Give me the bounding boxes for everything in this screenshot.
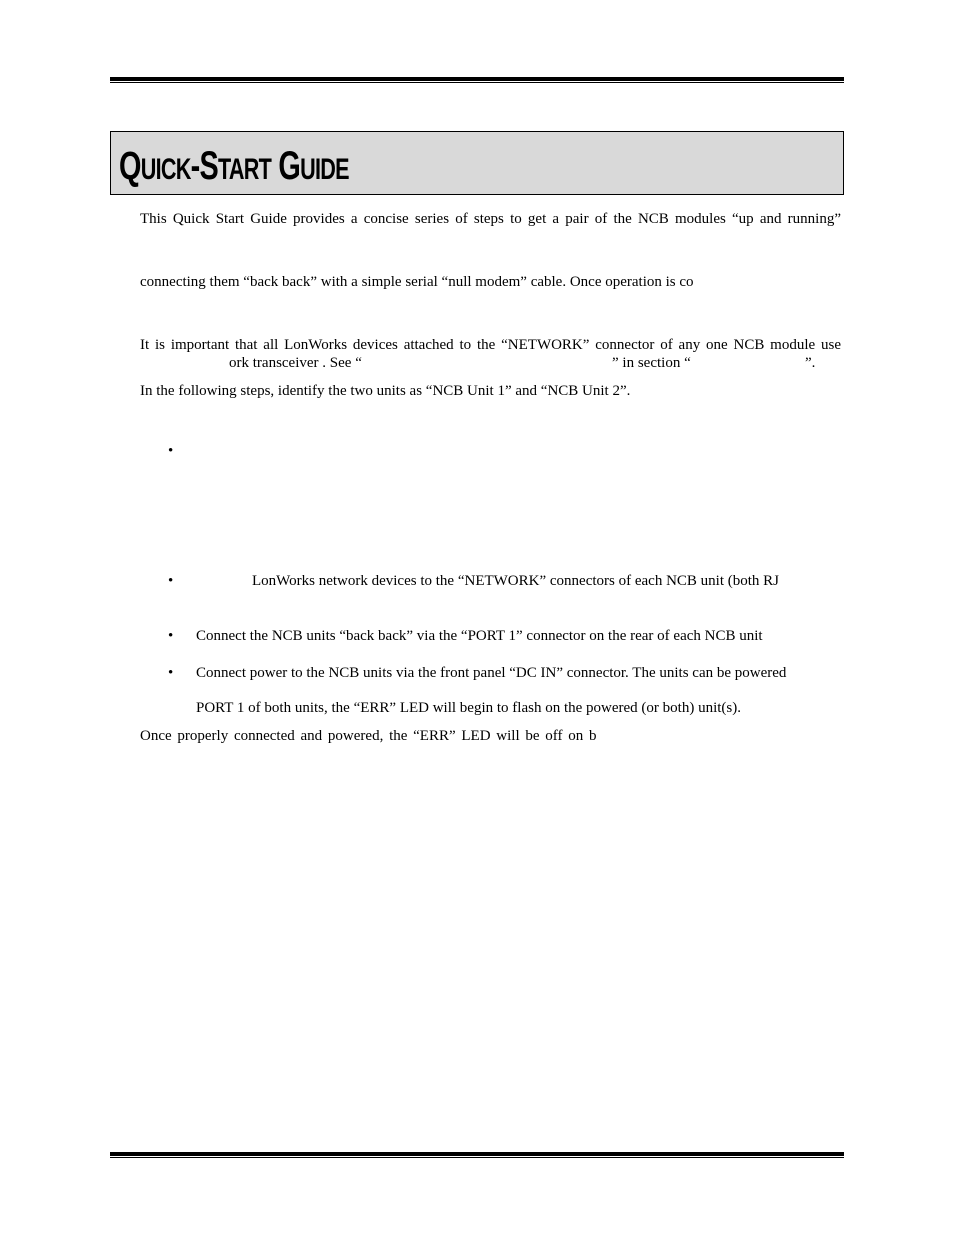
bullet-4-text-cont: PORT 1 of both units, the “ERR” LED will begin to flash on the powered (or both) unit(s). <box>196 700 741 716</box>
bullet-4-text: Connect power to the NCB units via the front panel “DC IN” connector. The units can be powered <box>196 665 787 681</box>
bullet-1-marker: • <box>168 443 174 459</box>
units-paragraph: In the following steps, identify the two units as “NCB Unit 1” and “NCB Unit 2”. <box>140 383 631 399</box>
header-rule <box>110 77 844 83</box>
bullet-3-marker: • <box>168 628 174 644</box>
cable-paragraph: connecting them “back back” with a simple serial “null modem” cable. Once operation is co <box>140 274 694 290</box>
transceiver-paragraph: It is important that all LonWorks devices attached to the “NETWORK” connector of any one NCB module use <box>140 337 841 353</box>
bullet-3-text: Connect the NCB units “back back” via the “PORT 1” connector on the rear of each NCB unit <box>196 628 763 644</box>
intro-paragraph: This Quick Start Guide provides a concise series of steps to get a pair of the NCB modules “up and running” <box>140 211 841 227</box>
section-reference-end: ”. <box>805 355 816 371</box>
status-paragraph: Once properly connected and powered, the “ERR” LED will be off on b <box>140 728 597 744</box>
footer-rule <box>110 1152 844 1158</box>
transceiver-paragraph-cont: ork transceiver . See “ <box>229 355 362 371</box>
bullet-2-marker: • <box>168 573 174 589</box>
bullet-2-text: LonWorks network devices to the “NETWORK” connectors of each NCB unit (both RJ <box>252 573 779 589</box>
page-title: QUICK-START GUIDE <box>119 144 349 188</box>
title-banner <box>110 131 844 195</box>
bullet-4-marker: • <box>168 665 174 681</box>
section-reference: ” in section “ <box>612 355 691 371</box>
